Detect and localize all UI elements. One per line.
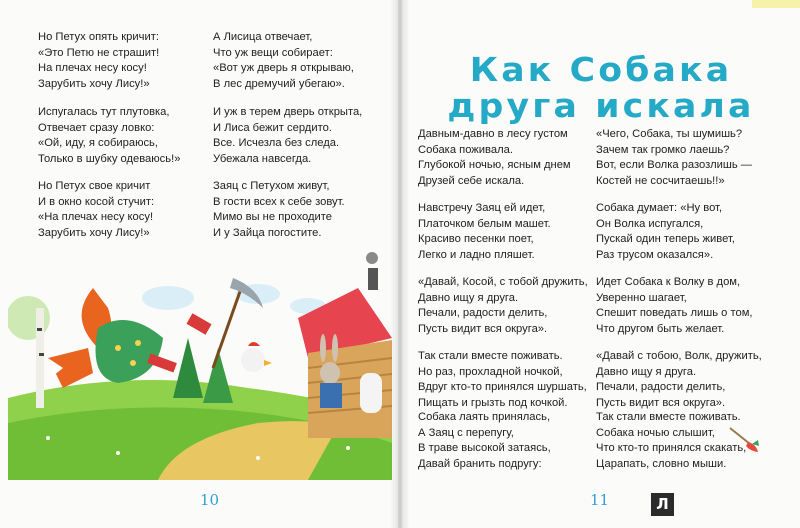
poem-line: Он Волка испугался, [596,217,704,230]
poem-line: И уж в терем дверь открыта, [213,106,363,118]
poem-line: Все. Исчезла без следа. [213,137,340,150]
stanza [38,179,154,241]
poem-line: Собака думает: «Ну вот, [596,202,723,214]
stanza [596,275,753,337]
poem-line: Собака ночью слышит, [596,426,715,439]
poem-line: Вот, если Волка разозлишь — [596,159,752,172]
stanza [418,201,551,263]
poem-line: Костей не сосчитаешь!!» [596,174,725,187]
poem-line: Давно ищу я друга. [596,365,697,378]
poem-line: В лес дремучий убегаю». [213,77,345,90]
poem-line: Только в шубку одеваюсь!» [38,152,181,165]
poem-line: Но Петух опять кричит: [38,31,159,43]
poem-line: Убежала навсегда. [213,152,312,165]
stanza [213,30,354,92]
poem-line: «Вот уж дверь я открываю, [213,62,354,75]
poem-line: Так стали вместе поживать. [418,350,563,362]
poem-line: И Лиса бежит сердито. [213,121,332,134]
stanza [213,105,362,167]
poem-line: Но Петух свое кричит [38,180,151,192]
book-gutter [390,0,410,528]
stanza [596,349,762,411]
stanza [418,127,571,189]
poem-line: Что другом быть желает. [596,322,725,335]
poem-line: Так стали вместе поживать. [596,411,741,423]
poem-line: Раз трусом оказался». [596,248,714,261]
poem-line: А Лисица отвечает, [213,31,313,43]
poem-line: Отвечает сразу ловко: [38,121,155,134]
publisher-logo: Л [651,493,674,516]
poem-line: Зачем так громко лаешь? [596,143,730,156]
stanza [596,410,746,472]
corner-decoration [752,0,800,10]
paintbrush-icon [728,424,762,454]
poem-line: «На плечах несу косу! [38,211,154,224]
poem-line: Пусть видит вся округа». [596,396,726,409]
stanza [596,127,752,189]
stanza [213,179,345,241]
poem-line: Пускай один теперь живет, [596,233,735,246]
poem-line: Спешит поведать лишь о том, [596,307,753,320]
poem-line: «Чего, Собака, ты шумишь? [596,128,743,140]
poem-line: Уверенно шагает, [596,291,687,304]
poem-line: Царапать, словно мыши. [596,457,727,470]
stanza [38,30,159,92]
poem-line: Собака лаять принялась, [418,411,551,423]
poem-line: Испугалась тут плутовка, [38,106,170,118]
poem-line: Мимо вы не проходите [213,211,333,224]
poem-line: Собака поживала. [418,143,513,156]
poem-line: Что уж вещи собирает: [213,46,333,59]
poem-line: Но раз, прохладной ночкой, [418,365,563,378]
poem-line: Давай бранить подругу: [418,457,542,470]
stanza [418,349,587,411]
poem-line: Пищать и грызть под кочкой. [418,396,568,409]
page-number: 11 [590,491,610,509]
story-title-line1: Как Собака [469,50,733,89]
poem-line: И у Зайца погостите. [213,226,322,239]
poem-line: Заяц с Петухом живут, [213,180,330,192]
poem-line: Печали, радости делить, [418,307,548,320]
poem-line: На плечах несу косу! [38,62,147,75]
poem-line: «Ой, иду, я собираюсь, [38,137,158,150]
poem-line: «Давай, Косой, с тобой дружить, [418,276,588,288]
page-number: 10 [200,491,220,509]
poem-line: А Заяц с перепугу, [418,426,514,439]
stanza [38,105,180,167]
poem-line: Платочком белым машет. [418,217,551,230]
poem-line: И в окно косой стучит: [38,195,155,208]
poem-line: Легко и ладно пляшет. [418,248,535,261]
poem-line: Навстречу Заяц ей идет, [418,202,546,214]
left-page [0,0,398,528]
poem-line: Красиво песенки поет, [418,233,534,246]
poem-line: Зарубить хочу Лису!» [38,226,150,239]
fox-rooster-hare-illustration [8,248,392,480]
poem-line: Вдруг кто-то принялся шуршать, [418,381,587,394]
poem-line: Давно ищу я друга. [418,291,519,304]
poem-line: Давным-давно в лесу густом [418,128,568,140]
poem-line: Что кто-то принялся скакать, [596,442,747,455]
poem-line: Друзей себе искала. [418,174,525,187]
stanza [418,410,551,472]
poem-line: В траве высокой затаясь, [418,442,551,455]
poem-line: Идет Собака к Волку в дом, [596,276,741,288]
poem-line: В гости всех к себе зовут. [213,195,345,208]
poem-line: «Это Петю не страшит! [38,46,160,59]
stanza [418,275,588,337]
poem-line: Зарубить хочу Лису!» [38,77,150,90]
poem-line: Печали, радости делить, [596,381,726,394]
poem-line: «Давай с тобою, Волк, дружить, [596,350,762,362]
poem-line: Глубокой ночью, ясным днем [418,159,571,172]
poem-line: Пусть видит вся округа». [418,322,548,335]
story-title-line2: друга искала [447,86,755,125]
stanza [596,201,735,263]
